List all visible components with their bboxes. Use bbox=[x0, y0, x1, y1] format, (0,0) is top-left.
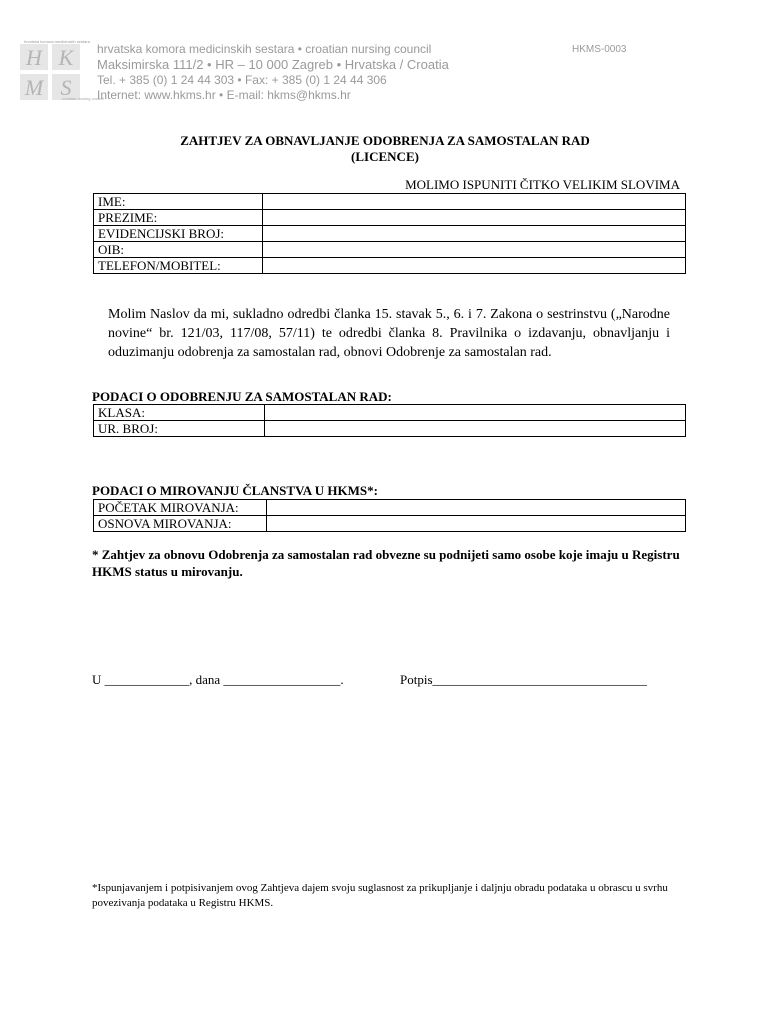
table-row bbox=[94, 242, 686, 258]
table-row bbox=[94, 258, 686, 274]
field-label-ime: IME: bbox=[94, 194, 263, 210]
form-title: ZAHTJEV ZA OBNAVLJANJE ODOBRENJA ZA SAMOSTALAN RAD bbox=[180, 133, 590, 148]
field-label-prezime: PREZIME: bbox=[94, 210, 263, 226]
document-code: HKMS-0003 bbox=[572, 44, 627, 55]
logo-letter-m: M bbox=[24, 75, 44, 100]
letterhead-address: Maksimirska 111/2 • HR – 10 000 Zagreb • Hrvatska / Croatia bbox=[97, 57, 449, 72]
table-row bbox=[94, 210, 686, 226]
letterhead-org-name: hrvatska komora medicinskih sestara • croatian nursing council bbox=[97, 42, 432, 56]
field-label-klasa: KLASA: bbox=[94, 405, 265, 421]
table-row bbox=[94, 516, 686, 532]
dormancy-data-table bbox=[93, 499, 686, 532]
fill-instruction: MOLIMO ISPUNITI ČITKO VELIKIM SLOVIMA bbox=[405, 177, 680, 192]
field-input-klasa[interactable] bbox=[265, 405, 686, 421]
license-data-table bbox=[93, 404, 686, 437]
field-input-pocetak-mirovanja[interactable] bbox=[267, 500, 686, 516]
logo-subcaption: croatian nursing council bbox=[62, 96, 105, 101]
request-paragraph: Molim Naslov da mi, sukladno odredbi članka 15. stavak 5., 6. i 7. Zakona o sestrinstvu („Narodne novine“ br. 121/03, 117/08, 57/11) te odredbi članka 8. Pravilnika o izdavanju, obnavljanju i oduzimanju odobrenja za samostalan rad, obnovi Odobrenje za samostalan rad. bbox=[108, 307, 670, 360]
logo-letter-h: H bbox=[26, 45, 42, 70]
field-label-oib: OIB: bbox=[94, 242, 263, 258]
field-input-oib[interactable] bbox=[263, 242, 686, 258]
hkms-logo bbox=[18, 38, 82, 102]
field-label-ur-broj: UR. BROJ: bbox=[94, 421, 265, 437]
field-label-osnova-mirovanja: OSNOVA MIROVANJA: bbox=[94, 516, 267, 532]
dormancy-section-heading: PODACI O MIROVANJU ČLANSTVA U HKMS*: bbox=[92, 483, 378, 498]
letterhead-web: Internet: www.hkms.hr • E-mail: hkms@hkms.hr bbox=[97, 88, 351, 102]
dormancy-note: * Zahtjev za obnovu Odobrenja za samostalan rad obvezne su podnijeti samo osobe koje imaju u Registru HKMS status u mirovanju. bbox=[92, 547, 680, 579]
logo-caption: hrvatska komora medicinskih sestara bbox=[24, 39, 90, 44]
field-input-evidencijski-broj[interactable] bbox=[263, 226, 686, 242]
license-section-heading: PODACI O ODOBRENJU ZA SAMOSTALAN RAD: bbox=[92, 389, 392, 404]
table-row bbox=[94, 194, 686, 210]
logo-letter-s: S bbox=[60, 75, 72, 100]
field-label-telefon: TELEFON/MOBITEL: bbox=[94, 258, 263, 274]
field-input-ur-broj[interactable] bbox=[265, 421, 686, 437]
letterhead-phone: Tel. + 385 (0) 1 24 44 303 • Fax: + 385 (0) 1 24 44 306 bbox=[97, 73, 387, 87]
table-row bbox=[94, 405, 686, 421]
table-row bbox=[94, 421, 686, 437]
form-subtitle: (LICENCE) bbox=[351, 149, 419, 164]
field-input-ime[interactable] bbox=[263, 194, 686, 210]
field-label-pocetak-mirovanja: POČETAK MIROVANJA: bbox=[94, 500, 267, 516]
field-input-telefon[interactable] bbox=[263, 258, 686, 274]
field-input-osnova-mirovanja[interactable] bbox=[267, 516, 686, 532]
signature-line[interactable]: Potpis_________________________________ bbox=[400, 672, 648, 687]
consent-footnote: *Ispunjavanjem i potpisivanjem ovog Zahtjeva dajem svoju suglasnost za prikupljanje i daljnju obradu podataka u obrascu u svrhu povezivanja podataka u Registru HKMS. bbox=[92, 882, 668, 909]
table-row bbox=[94, 500, 686, 516]
logo-letter-k: K bbox=[58, 45, 74, 70]
personal-data-table bbox=[93, 193, 686, 274]
field-input-prezime[interactable] bbox=[263, 210, 686, 226]
place-date-line[interactable]: U _____________, dana __________________. bbox=[92, 672, 344, 687]
table-row bbox=[94, 226, 686, 242]
field-label-evidencijski-broj: EVIDENCIJSKI BROJ: bbox=[94, 226, 263, 242]
